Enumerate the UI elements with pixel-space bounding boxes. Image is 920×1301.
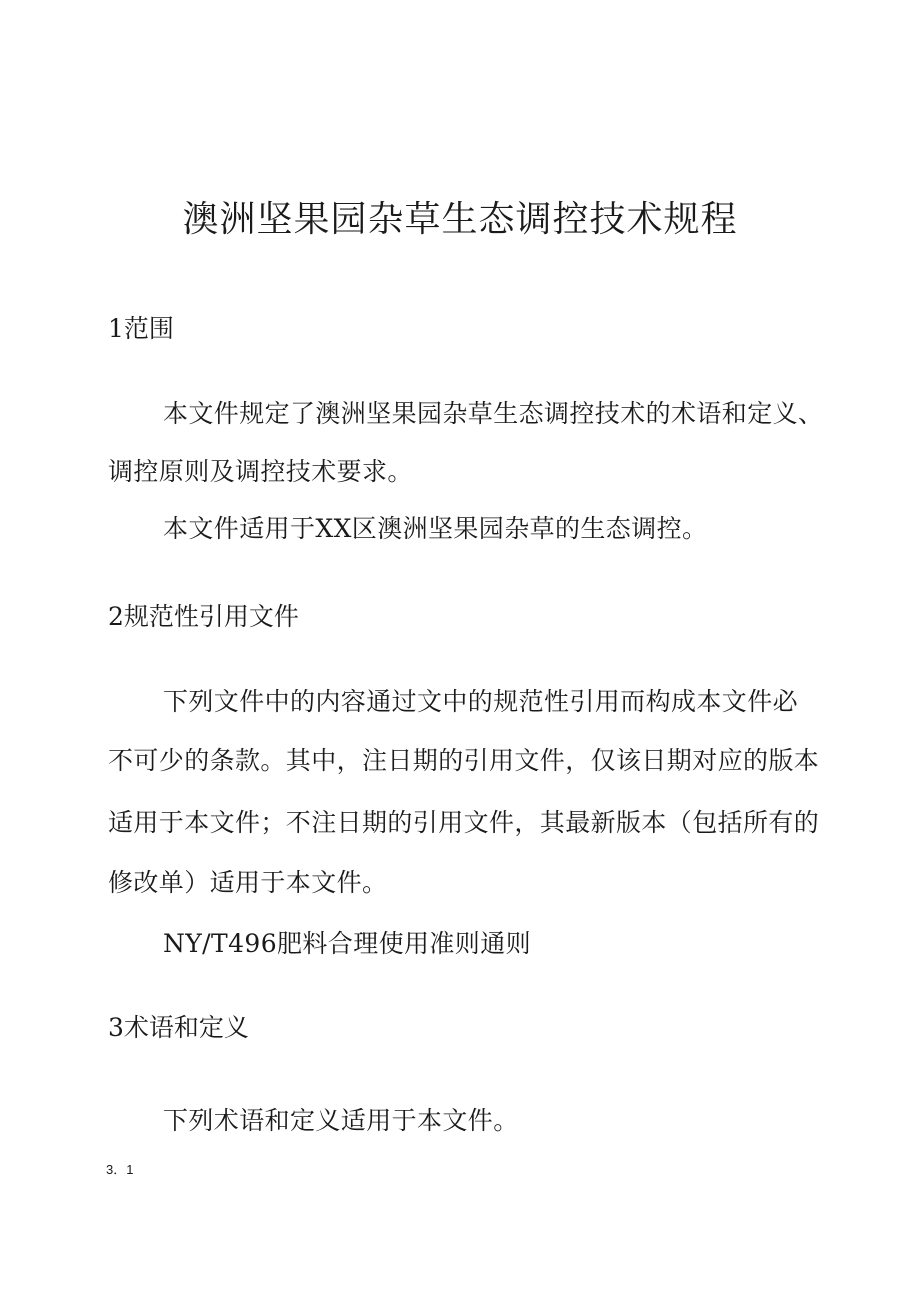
paragraph-line: 不可少的条款。其中，注日期的引用文件，仅该日期对应的版本 (108, 746, 820, 775)
paragraph-line: 下列术语和定义适用于本文件。 (163, 1106, 519, 1135)
section-heading-normative-references: 2规范性引用文件 (108, 602, 299, 631)
paragraph-line: 本文件规定了澳洲坚果园杂草生态调控技术的术语和定义、 (163, 399, 824, 428)
subsection-number: 3．1 (106, 1162, 134, 1177)
section-heading-terms-definitions: 3术语和定义 (108, 1013, 249, 1042)
paragraph-line: 本文件适用于XX区澳洲坚果园杂草的生态调控。 (163, 514, 708, 543)
paragraph-line: 修改单）适用于本文件。 (108, 868, 388, 897)
section-heading-scope: 1范围 (108, 314, 174, 343)
paragraph-line: 调控原则及调控技术要求。 (108, 457, 413, 486)
document-title: 澳洲坚果园杂草生态调控技术规程 (182, 199, 738, 240)
reference-entry: NY/T496肥料合理使用准则通则 (163, 929, 531, 958)
paragraph-line: 适用于本文件；不注日期的引用文件，其最新版本（包括所有的 (108, 808, 820, 837)
paragraph-line: 下列文件中的内容通过文中的规范性引用而构成本文件必 (163, 687, 799, 716)
